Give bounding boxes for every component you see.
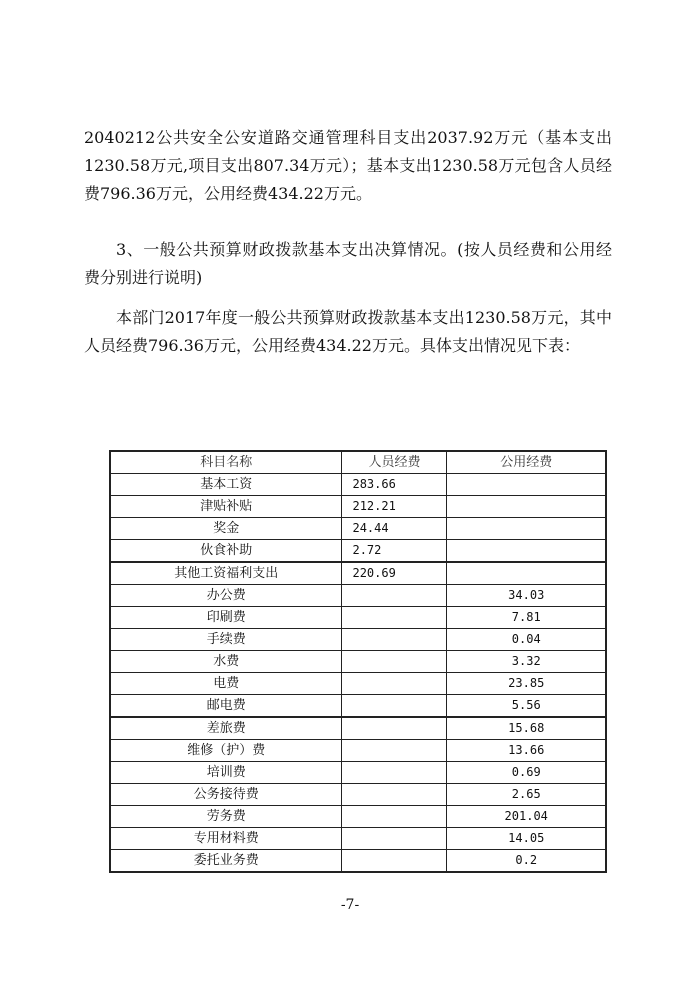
cell-subject-name: 伙食补助 — [110, 540, 342, 563]
cell-subject-name: 委托业务费 — [110, 850, 342, 873]
cell-personnel-expense: 24.44 — [342, 518, 447, 540]
table-row — [110, 496, 606, 518]
cell-subject-name: 基本工资 — [110, 474, 342, 496]
cell-subject-name: 津贴补贴 — [110, 496, 342, 518]
cell-personnel-expense — [342, 629, 447, 651]
cell-subject-name: 专用材料费 — [110, 828, 342, 850]
cell-personnel-expense — [342, 717, 447, 740]
table-row — [110, 651, 606, 673]
cell-subject-name: 水费 — [110, 651, 342, 673]
table-row — [110, 607, 606, 629]
cell-subject-name: 差旅费 — [110, 717, 342, 740]
cell-personnel-expense: 212.21 — [342, 496, 447, 518]
table-row — [110, 585, 606, 607]
cell-subject-name: 培训费 — [110, 762, 342, 784]
cell-subject-name: 办公费 — [110, 585, 342, 607]
cell-subject-name: 邮电费 — [110, 695, 342, 718]
cell-public-expense: 14.05 — [447, 828, 606, 850]
cell-personnel-expense: 283.66 — [342, 474, 447, 496]
table-row — [110, 784, 606, 806]
table-row — [110, 518, 606, 540]
paragraph-section-heading: 3、一般公共预算财政拨款基本支出决算情况。(按人员经费和公用经费分别进行说明) — [84, 240, 612, 287]
cell-personnel-expense — [342, 762, 447, 784]
cell-personnel-expense — [342, 828, 447, 850]
table-row — [110, 740, 606, 762]
cell-subject-name: 维修（护）费 — [110, 740, 342, 762]
cell-public-expense: 7.81 — [447, 607, 606, 629]
cell-public-expense: 0.69 — [447, 762, 606, 784]
cell-personnel-expense — [342, 806, 447, 828]
cell-personnel-expense — [342, 651, 447, 673]
cell-subject-name: 奖金 — [110, 518, 342, 540]
cell-public-expense — [447, 540, 606, 563]
cell-personnel-expense — [342, 784, 447, 806]
cell-public-expense: 3.32 — [447, 651, 606, 673]
cell-personnel-expense — [342, 673, 447, 695]
cell-subject-name: 印刷费 — [110, 607, 342, 629]
cell-personnel-expense: 2.72 — [342, 540, 447, 563]
table-row — [110, 806, 606, 828]
cell-public-expense — [447, 496, 606, 518]
table-row — [110, 474, 606, 496]
table-row — [110, 762, 606, 784]
header-public-expense: 公用经费 — [447, 451, 606, 474]
cell-public-expense — [447, 474, 606, 496]
cell-subject-name: 电费 — [110, 673, 342, 695]
cell-personnel-expense — [342, 695, 447, 718]
cell-public-expense: 2.65 — [447, 784, 606, 806]
paragraph-basic-expenditure: 本部门2017年度一般公共预算财政拨款基本支出1230.58万元，其中人员经费796.36万元，公用经费434.22万元。具体支出情况见下表： — [84, 308, 612, 355]
table-row — [110, 695, 606, 718]
table-row — [110, 850, 606, 873]
cell-public-expense: 15.68 — [447, 717, 606, 740]
header-personnel-expense: 人员经费 — [342, 451, 447, 474]
page-number: -7- — [340, 897, 360, 913]
cell-personnel-expense — [342, 740, 447, 762]
cell-public-expense: 0.04 — [447, 629, 606, 651]
cell-subject-name: 劳务费 — [110, 806, 342, 828]
table-row — [110, 540, 606, 563]
cell-personnel-expense — [342, 850, 447, 873]
cell-public-expense: 5.56 — [447, 695, 606, 718]
cell-subject-name: 其他工资福利支出 — [110, 562, 342, 585]
header-subject-name: 科目名称 — [110, 451, 342, 474]
table-row — [110, 717, 606, 740]
table-row — [110, 828, 606, 850]
table-row — [110, 562, 606, 585]
cell-public-expense: 13.66 — [447, 740, 606, 762]
table-header-row — [110, 451, 606, 474]
cell-public-expense: 201.04 — [447, 806, 606, 828]
cell-subject-name: 手续费 — [110, 629, 342, 651]
cell-subject-name: 公务接待费 — [110, 784, 342, 806]
table-row — [110, 673, 606, 695]
cell-public-expense: 34.03 — [447, 585, 606, 607]
cell-public-expense: 0.2 — [447, 850, 606, 873]
paragraph-expenditure-summary: 2040212公共安全公安道路交通管理科目支出2037.92万元（基本支出1230.58万元,项目支出807.34万元）；基本支出1230.58万元包含人员经费796.36万元，公用经费434.22万元。 — [84, 128, 612, 203]
cell-public-expense — [447, 518, 606, 540]
expense-table — [109, 450, 607, 873]
cell-public-expense: 23.85 — [447, 673, 606, 695]
cell-public-expense — [447, 562, 606, 585]
cell-personnel-expense: 220.69 — [342, 562, 447, 585]
cell-personnel-expense — [342, 585, 447, 607]
cell-personnel-expense — [342, 607, 447, 629]
table-row — [110, 629, 606, 651]
